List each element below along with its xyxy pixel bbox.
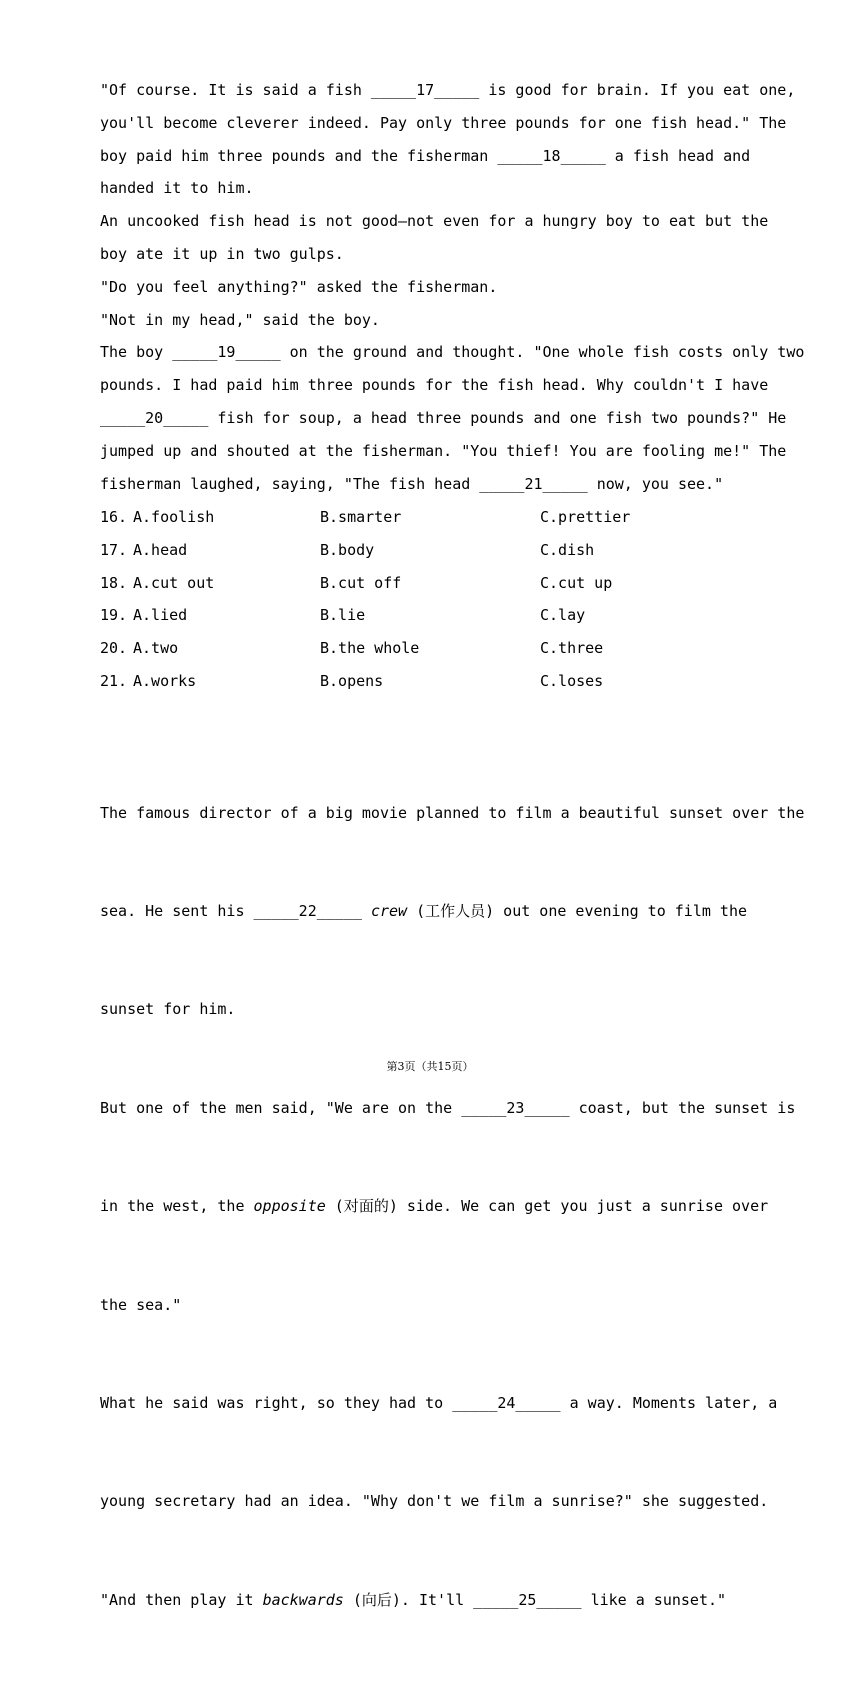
passage-line: An uncooked fish head is not good—not even for a hungry boy to eat but the	[100, 212, 769, 231]
passage-line	[100, 1584, 770, 1617]
option-c: C.cut up	[540, 573, 613, 592]
option-a: A.works	[133, 671, 197, 690]
passage-two	[100, 731, 805, 1682]
option-row	[100, 599, 760, 632]
option-b: B.the whole	[320, 639, 420, 658]
question-number: 21.	[100, 671, 128, 690]
passage-text: (向后). It'll _____25_____ like a sunset."	[343, 1590, 727, 1609]
answer-options	[100, 501, 760, 698]
option-c: C.loses	[540, 671, 604, 690]
option-a: A.head	[133, 540, 188, 559]
question-number: 19.	[100, 606, 128, 625]
passage-text: (对面的) side. We can get you just a sunrise over	[325, 1197, 769, 1216]
option-b: B.smarter	[320, 508, 402, 526]
option-c: C.lay	[540, 606, 586, 625]
passage-text: (工作人员) out one evening to film the	[407, 901, 748, 920]
passage-line: sunset for him.	[100, 1000, 236, 1019]
option-a: A.foolish	[133, 508, 215, 526]
option-b: B.opens	[320, 671, 384, 690]
passage-line: What he said was right, so they had to _____24_____ a way. Moments later, a	[100, 1393, 778, 1412]
passage-line	[100, 1190, 770, 1223]
passage-line: The famous director of a big movie planned to film a beautiful sunset over the	[100, 803, 805, 822]
passage-line: jumped up and shouted at the fisherman. "You thief! You are fooling me!" The	[100, 441, 787, 460]
option-row	[100, 567, 760, 600]
passage-line: handed it to him.	[100, 179, 254, 198]
passage-line: pounds. I had paid him three pounds for the fish head. Why couldn't I have	[100, 376, 769, 395]
page-footer: 第3页（共15页）	[386, 1060, 474, 1073]
option-row	[100, 501, 760, 534]
passage-line: "Do you feel anything?" asked the fisherman.	[100, 277, 498, 296]
option-c: C.prettier	[540, 508, 631, 526]
passage-line: _____20_____ fish for soup, a head three pounds and one fish two pounds?" He	[100, 408, 787, 427]
passage-line: "Not in my head," said the boy.	[100, 310, 380, 329]
option-row	[100, 665, 760, 698]
passage-line: boy ate it up in two gulps.	[100, 244, 344, 263]
passage-line: The boy _____19_____ on the ground and thought. "One whole fish costs only two	[100, 343, 805, 362]
option-a: A.lied	[133, 606, 188, 625]
passage-text: sea. He sent his _____22_____	[100, 901, 371, 920]
passage-line: the sea."	[100, 1295, 182, 1314]
option-a: A.cut out	[133, 573, 215, 592]
option-c: C.three	[540, 639, 604, 658]
option-row	[100, 534, 760, 567]
passage-one	[100, 74, 805, 500]
question-number: 16.	[100, 508, 128, 526]
passage-line: young secretary had an idea. "Why don't we film a sunrise?" she suggested.	[100, 1492, 769, 1511]
passage-line: fisherman laughed, saying, "The fish head _____21_____ now, you see."	[100, 474, 724, 493]
passage-text: "And then play it	[100, 1590, 263, 1609]
option-b: B.body	[320, 540, 375, 559]
option-row	[100, 632, 760, 665]
italic-term-crew: crew	[370, 901, 408, 920]
passage-line	[100, 895, 770, 928]
passage-line: But one of the men said, "We are on the _____23_____ coast, but the sunset is	[100, 1098, 796, 1117]
option-a: A.two	[133, 639, 179, 658]
passage-line: boy paid him three pounds and the fisherman _____18_____ a fish head and	[100, 146, 751, 165]
italic-term-backwards: backwards	[262, 1590, 344, 1609]
question-number: 18.	[100, 573, 128, 592]
question-number: 20.	[100, 639, 128, 658]
option-b: B.cut off	[320, 573, 402, 592]
passage-line: "Of course. It is said a fish _____17_____ is good for brain. If you eat one,	[100, 81, 796, 99]
question-number: 17.	[100, 540, 128, 559]
passage-text: in the west, the	[100, 1197, 254, 1216]
passage-line: you'll become cleverer indeed. Pay only three pounds for one fish head." The	[100, 113, 787, 132]
italic-term-opposite: opposite	[253, 1197, 326, 1216]
option-b: B.lie	[320, 606, 366, 625]
option-c: C.dish	[540, 540, 595, 559]
